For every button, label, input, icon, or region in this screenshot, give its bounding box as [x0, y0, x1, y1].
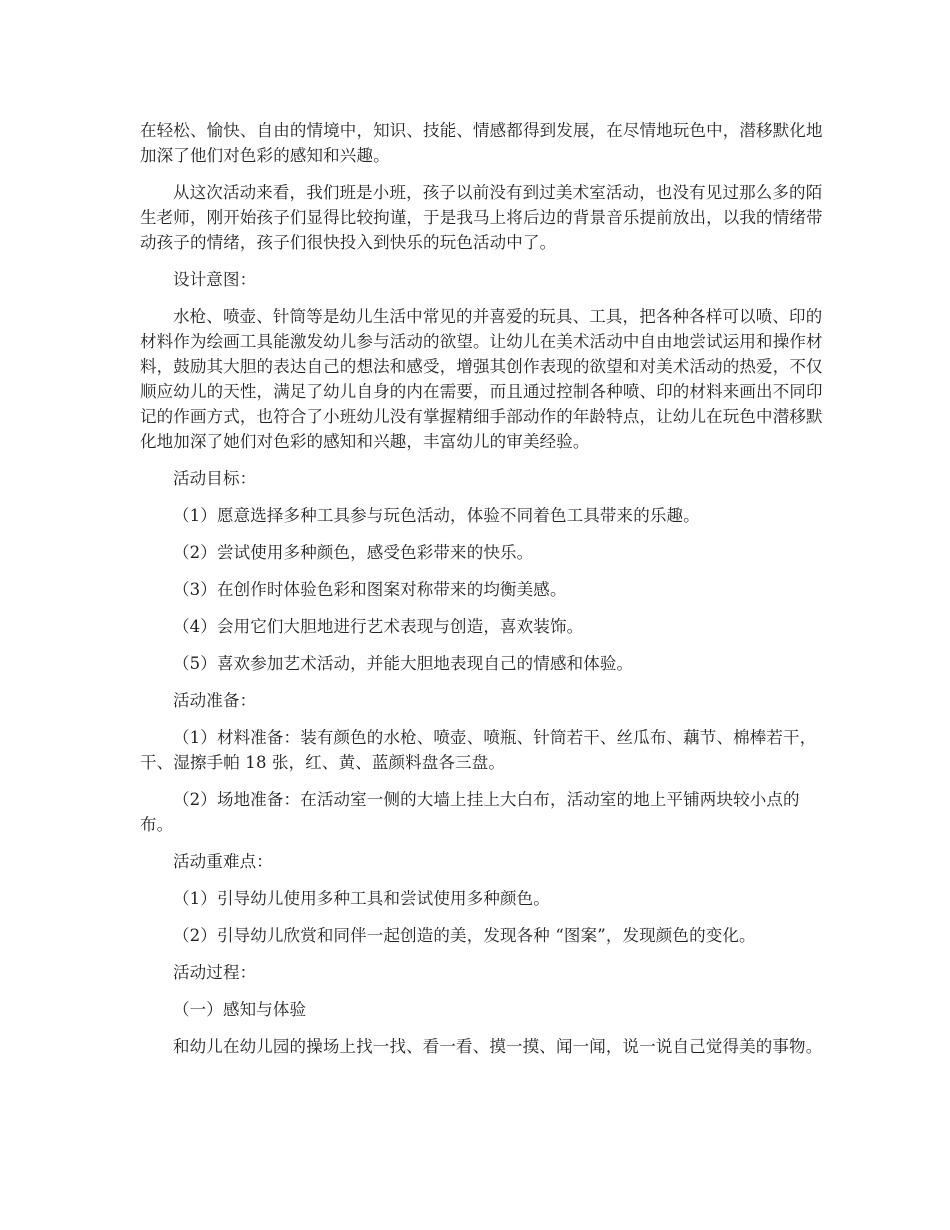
- goal-item-3: （3）在创作时体验色彩和图案对称带来的均衡美感。: [173, 580, 567, 599]
- document-body: [140, 118, 825, 1071]
- paragraph-design-intent: 水枪、喷壶、针筒等是幼儿生活中常见的并喜爱的玩具、工具，把各种各样可以喷、印的材料作为绘画工具能激发幼儿参与活动的欲望。让幼儿在美术活动中自由地尝试运用和操作材料，鼓励其大胆的表达自己的想法和感受，增强其创作表现的欲望和对美术活动的热爱，不仅顺应幼儿的天性，满足了幼儿自身的内在需要，而且通过控制各种喷、印的材料来画出不同印记的作画方式，也符合了小班幼儿没有掌握精细手部动作的年龄特点，让幼儿在玩色中潜移默化地加深了她们对色彩的感知和兴趣，丰富幼儿的审美经验。: [140, 307, 823, 451]
- goal-item-1: （1）愿意选择多种工具参与玩色活动，体验不同着色工具带来的乐趣。: [173, 506, 700, 525]
- heading-activity-process: 活动过程：: [173, 963, 257, 982]
- process-step-1-heading: （一）感知与体验: [173, 1000, 307, 1019]
- paragraph-process-step-1: 和幼儿在幼儿园的操场上找一找、看一看、摸一摸、闻一闻，说一说自己觉得美的事物。: [173, 1037, 823, 1056]
- heading-activity-goals: 活动目标：: [173, 469, 257, 488]
- difficulty-item-1: （1）引导幼儿使用多种工具和尝试使用多种颜色。: [173, 889, 550, 908]
- paragraph-intro-continuation: 在轻松、愉快、自由的情境中，知识、技能、情感都得到发展，在尽情地玩色中，潜移默化地加深了他们对色彩的感知和兴趣。: [140, 121, 823, 165]
- goal-item-2: （2）尝试使用多种颜色，感受色彩带来的快乐。: [173, 543, 534, 562]
- goal-item-5: （5）喜欢参加艺术活动，并能大胆地表现自己的情感和体验。: [173, 654, 634, 673]
- paragraph-activity-reflection: 从这次活动来看，我们班是小班，孩子以前没有到过美术室活动，也没有见过那么多的陌生老师，刚开始孩子们显得比较拘谨，于是我马上将后边的背景音乐提前放出，以我的情绪带动孩子的情绪，孩子们很快投入到快乐的玩色活动中了。: [140, 183, 823, 252]
- heading-activity-preparation: 活动准备：: [173, 691, 257, 710]
- preparation-item-venue: （2）场地准备：在活动室一侧的大墙上挂上大白布，活动室的地上平铺两块较小点的布。: [140, 790, 800, 834]
- heading-design-intent: 设计意图：: [173, 270, 257, 289]
- preparation-item-materials: （1）材料准备：装有颜色的水枪、喷壶、喷瓶、针筒若干、丝瓜布、藕节、棉棒若干，干、湿擦手帕 18 张，红、黄、蓝颜料盘各三盘。: [140, 728, 817, 772]
- goal-item-4: （4）会用它们大胆地进行艺术表现与创造，喜欢装饰。: [173, 617, 584, 636]
- heading-key-difficulties: 活动重难点：: [173, 852, 273, 871]
- difficulty-item-2: （2）引导幼儿欣赏和同伴一起创造的美，发现各种 “图案”，发现颜色的变化。: [173, 926, 756, 945]
